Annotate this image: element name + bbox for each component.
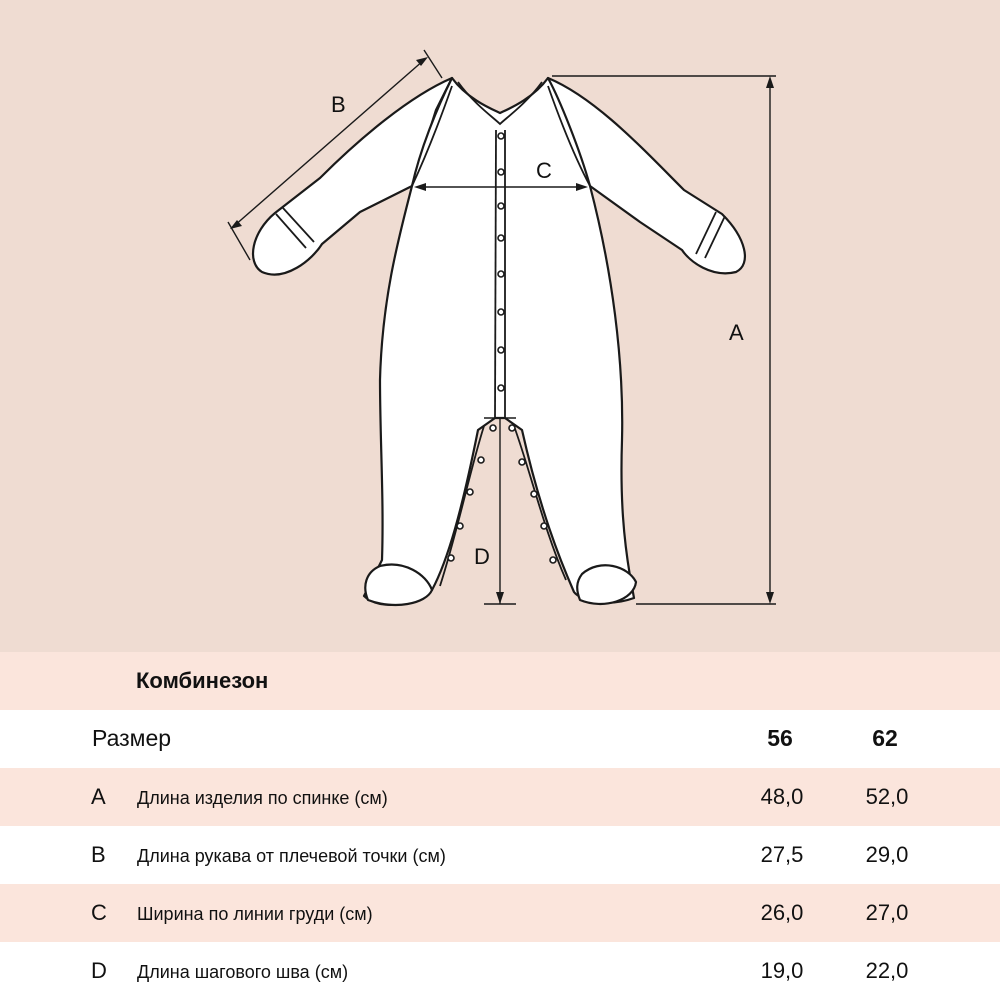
table-header-row <box>0 710 1000 768</box>
table-row <box>0 768 1000 826</box>
row-value-62: 29,0 <box>865 842 909 867</box>
row-value-56: 19,0 <box>760 958 804 983</box>
row-label: Длина рукава от плечевой точки (см) <box>137 846 446 866</box>
label-d: D <box>474 544 490 569</box>
table-title: Комбинезон <box>136 668 269 693</box>
table-title-row <box>0 652 1000 710</box>
label-b: B <box>331 92 346 117</box>
row-label: Ширина по линии груди (см) <box>137 904 373 924</box>
size-table <box>0 652 1000 1000</box>
row-value-62: 22,0 <box>865 958 909 983</box>
size-header-label: Размер <box>92 725 172 751</box>
row-code: D <box>91 958 107 983</box>
row-label: Длина шагового шва (см) <box>137 962 349 982</box>
size-header-62: 62 <box>872 725 898 751</box>
row-code: B <box>91 842 106 867</box>
row-code: A <box>91 784 106 809</box>
row-value-56: 48,0 <box>760 784 804 809</box>
row-value-56: 26,0 <box>760 900 804 925</box>
table-row <box>0 884 1000 942</box>
label-c: C <box>536 158 552 183</box>
row-value-62: 27,0 <box>865 900 909 925</box>
row-value-56: 27,5 <box>760 842 804 867</box>
row-label: Длина изделия по спинке (см) <box>137 788 388 808</box>
row-value-62: 52,0 <box>865 784 909 809</box>
table-row <box>0 942 1000 1000</box>
label-a: A <box>729 320 744 345</box>
size-header-56: 56 <box>767 725 793 751</box>
row-code: C <box>91 900 107 925</box>
table-row <box>0 826 1000 884</box>
